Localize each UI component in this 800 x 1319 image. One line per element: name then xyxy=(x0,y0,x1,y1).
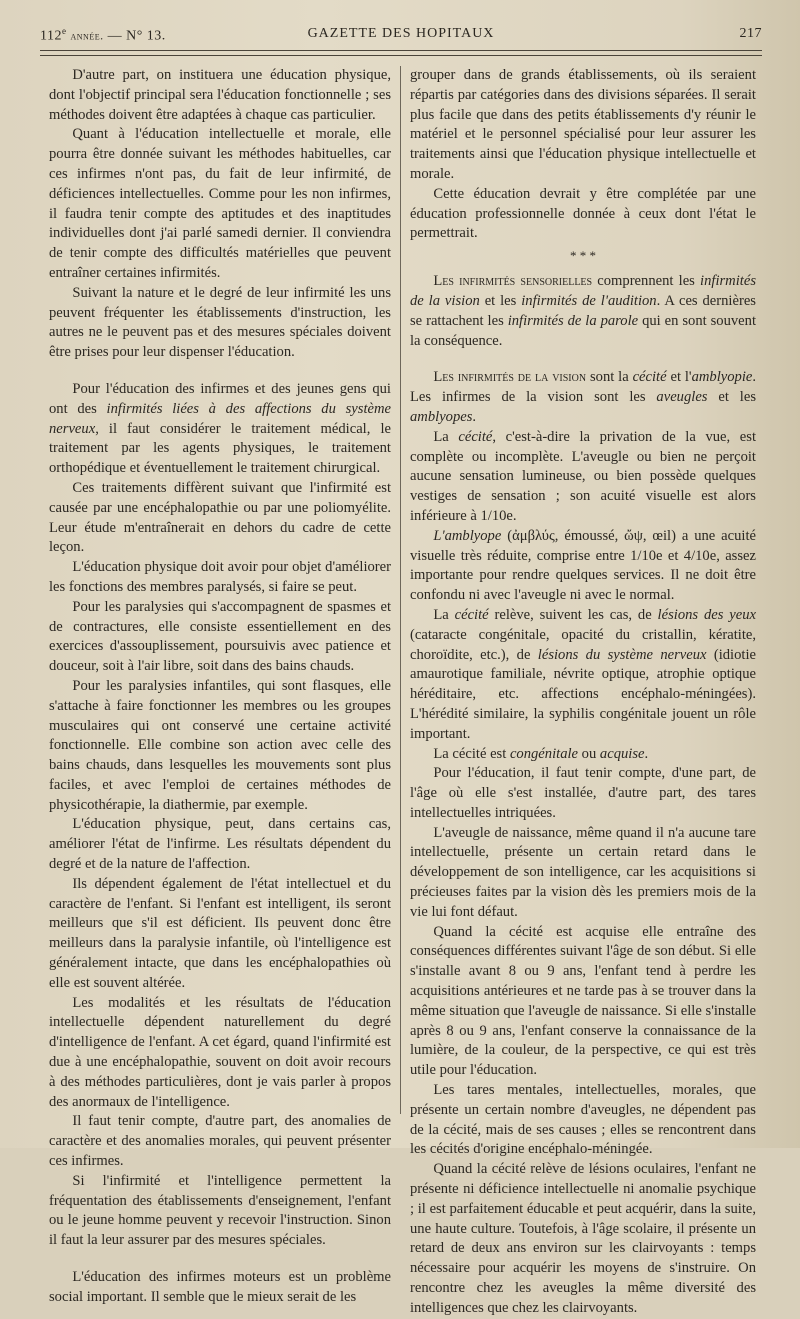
text-run: relève, suivent les cas, de xyxy=(488,606,658,623)
paragraph xyxy=(410,368,756,427)
paragraph: Pour les paralysies infantiles, qui sont flasques, elle s'attache à faire fonctionner les membres ou les groupes musculaires qui ont conservé une certaine activité fonctionnelle. Elle combine son action avec celle des bains chauds, dans lesquelles les mouvements sont plus faciles, et avec l'emploi de certaines méthodes de physicothérapie, la diathermie, par exemple. xyxy=(49,677,391,813)
text-run: (idiotie amaurotique familiale, névrite optique, atrophie optique héréditaire, etc. affections encéphalo-méningées). L'hérédité similaire, la syphilis congénitale jouent un rôle important. xyxy=(410,646,756,742)
italic-run: amblyopie xyxy=(691,369,753,386)
italic-run: congénitale xyxy=(509,745,579,762)
text-run: La cécité est xyxy=(433,745,510,762)
text-run: . xyxy=(644,745,649,762)
paragraph: Pour l'éducation, il faut tenir compte, d'une part, de l'âge où elle s'est installée, d'autre part, des tares intellectuelles intriquées. xyxy=(410,765,756,821)
text-run: (ἀμβλύς, émoussé, ὤψ, œil) a une acuité visuelle très réduite, comprise entre 1/10e et 4/10e, assez importante pour rendre quelques services. Il ne doit être confondu ni avec l'aveugle ni avec le normal. xyxy=(410,527,756,604)
text-run: , c'est-à-dire la privation de la vue, est complète ou incomplète. L'aveugle ou bien ne perçoit aucune sensation lumineuse, ou bien possède quelques vestiges de sensation ; son acuité visuelle est alors inférieure à 1/10e. xyxy=(410,428,756,524)
text-run: (cataracte congénitale, opacité du cristallin, kératite, choroïdite, etc.), de xyxy=(410,626,756,663)
paragraph: Cette éducation devrait y être complétée par une éducation professionnelle donnée à ceux dont l'état le permettrait. xyxy=(410,185,756,242)
text-run: qui en sont souvent la conséquence. xyxy=(410,312,757,349)
header-issue-number: — N° 13. xyxy=(107,28,166,44)
header-year-label: année. xyxy=(70,28,104,43)
paragraph: Si l'infirmité et l'intelligence permettent la fréquentation des établissements d'enseignement, l'enfant ou le jeune homme peuvent y recevoir l'instruction. Sinon il faut la leur assurer par des mesures spéciales. xyxy=(49,1172,391,1249)
column-divider xyxy=(400,66,401,1114)
italic-run: lésions du système nerveux xyxy=(537,646,707,663)
paragraph: L'aveugle de naissance, même quand il n'a aucune tare intellectuelle, présente un certain retard dans le développement de son intelligence, car les acquisitions si précieuses faites par la vision dès les premiers mois de la vie lui font défaut. xyxy=(410,824,756,920)
italic-run: L'amblyope xyxy=(433,527,502,544)
paragraph xyxy=(410,272,756,351)
italic-run: acquise xyxy=(599,745,645,762)
running-header xyxy=(40,22,762,46)
paragraph xyxy=(410,606,756,745)
paragraph: Les modalités et les résultats de l'éducation intellectuelle dépendent naturellement du degré d'intelligence de l'enfant. A cet égard, quand l'infirmité est due à une encéphalopathie, souvent on doit avoir recours à des méthodes particulières, dont je vais parler à propos des anormaux de l'intelligence. xyxy=(49,994,391,1110)
italic-run: cécité xyxy=(632,369,667,386)
paragraph xyxy=(410,428,756,527)
italic-run: lésions des yeux xyxy=(657,606,756,623)
text-run: et les xyxy=(707,389,756,406)
italic-run: infirmités de la vision xyxy=(410,273,756,309)
header-year: 112 xyxy=(40,28,62,44)
header-rule-thick xyxy=(40,50,762,51)
paragraph xyxy=(410,527,756,606)
paragraph: Quand la cécité est acquise elle entraîne des conséquences différentes suivant l'âge de son début. Si elle s'installe avant 8 ou 9 ans, l'enfant tend à perdre les acquisitions antérieures et ne tarde pas à se trouver dans la même situation que l'aveugle de naissance. Si elle s'installe après 8 ou 9 ans, l'enfant conserve la connaissance de la lumière, de la couleur, de la perspective, ce qui est très utile pour l'éducation. xyxy=(410,923,756,1079)
text-run: . A ces dernières se rattachent les xyxy=(410,292,756,329)
italic-run: cécité xyxy=(454,606,489,623)
header-year-sup: e xyxy=(61,26,67,36)
paragraph: L'éducation physique doit avoir pour objet d'améliorer les fonctions des membres paralysés, si faire se peut. xyxy=(49,559,391,595)
small-caps-run: Les infirmités de la vision xyxy=(433,369,587,386)
italic-run: cécité xyxy=(458,428,493,445)
paragraph xyxy=(49,380,391,479)
paragraph: Quant à l'éducation intellectuelle et morale, elle pourra être donnée suivant les méthodes habituelles, car ces infirmes n'ont pas, du fait de leur infirmité, de déficiences intellectuelles. Comme pour les non infirmes, il faudra tenir compte des aptitudes et des inaptitudes individuelles dont j'ai parlé samedi dernier. Il conviendra de tenir compte des difficultés matérielles que peuvent entraîner certaines infirmités. xyxy=(49,126,391,281)
text-run: sont la xyxy=(586,369,633,386)
paragraph: grouper dans de grands établissements, où ils seraient répartis par catégories dans des divisions séparées. Il serait plus facile que dans des petits établissements d'y réunir le matériel et le personnel spécialisé pour leur assurer les traitements ainsi que l'éducation physique intellectuelle et morale. xyxy=(410,67,756,182)
italic-run: infirmités de la parole xyxy=(507,312,639,329)
header-title: GAZETTE DES HOPITAUX xyxy=(307,26,495,41)
italic-run: aveugles xyxy=(656,389,708,406)
paragraph: Suivant la nature et le degré de leur infirmité les uns peuvent fréquenter les établissements d'instruction, les autres ne le peuvent pas et des mesures spéciales doivent être prises pour leur dispenser l'éducation. xyxy=(49,284,391,361)
italic-run: amblyopes xyxy=(410,408,473,425)
italic-run: infirmités liées à des affections du système nerveux xyxy=(49,400,391,437)
paragraph: D'autre part, on instituera une éducation physique, dont l'objectif principal sera l'éducation fonctionnelle ; ses méthodes doivent être adaptées à chaque cas particulier. xyxy=(49,67,391,123)
paragraph: L'éducation physique, peut, dans certains cas, améliorer l'état de l'infirme. Les résultats dépendent du degré et de la nature de l'affection. xyxy=(49,816,391,873)
page-number: 217 xyxy=(739,26,762,41)
small-caps-run: Les infirmités sensorielles xyxy=(433,273,593,290)
paragraph: Quand la cécité relève de lésions oculaires, l'enfant ne présente ni déficience intellectuelle ni anomalie psychique ; il est parfaitement éducable et peut acquérir, dans la suite, une haute culture. Toutefois, à l'âge scolaire, il présente un retard de deux ans environ sur les clairvoyants : temps nécessaire pour acquérir les moyens de s'instruire. On rencontre chez les aveugles la même diversité des intelligences que chez les clairvoyants. xyxy=(410,1161,756,1316)
paragraph xyxy=(410,745,756,765)
paragraph: L'éducation des infirmes moteurs est un problème social important. Il semble que le mieux serait de les xyxy=(49,1269,391,1305)
text-run: comprennent les xyxy=(592,273,701,290)
paragraph: Ils dépendent également de l'état intellectuel et du caractère de l'enfant. Si l'enfant est intelligent, ils seront meilleurs que s'il est déficient. Ils peuvent donc être meilleurs dans la paralysie infantile, où l'intelligence est généralement intacte, que dans les encéphalopathies où elle est souvent altérée. xyxy=(49,875,391,991)
text-run: , il faut considérer le traitement médical, le traitement par les agents physiques, le traitement orthopédique et éventuellement le traitement chirurgical. xyxy=(49,420,391,477)
paragraph: Ces traitements diffèrent suivant que l'infirmité est causée par une encéphalopathie ou par une poliomyélite. Leur étude m'entraînerait en dehors du cadre de cette leçon. xyxy=(49,479,391,556)
text-run: et les xyxy=(479,292,522,309)
right-column xyxy=(410,66,756,1319)
paragraph: Pour les paralysies qui s'accompagnent de spasmes et de contractures, elle consiste essentiellement en des exercices d'assouplissement, poursuivis avec patience et douceur, soit à l'air libre, soit dans des bains chauds. xyxy=(49,598,391,675)
header-rule-thin xyxy=(40,55,762,56)
text-run: La xyxy=(433,428,459,445)
text-run: La xyxy=(433,606,455,623)
paragraph: Les tares mentales, intellectuelles, morales, que présente un certain nombre d'aveugles, ne dépendent pas de la cécité, mais de ses causes ; elles se rencontrent dans les cécités d'origine encéphalo-méningée. xyxy=(410,1082,756,1158)
section-separator-stars: * * * xyxy=(570,248,596,264)
italic-run: infirmités de l'audition xyxy=(521,292,657,309)
paragraph: Il faut tenir compte, d'autre part, des anomalies de caractère et des anomalies morales, qui peuvent présenter ces infirmes. xyxy=(49,1113,391,1170)
left-column xyxy=(49,66,391,1308)
text-run: . Les infirmes de la vision sont les xyxy=(410,369,757,406)
text-run: Pour l'éducation des infirmes et des jeunes gens qui ont des xyxy=(49,380,391,417)
text-run: ou xyxy=(578,745,600,762)
text-run: et l' xyxy=(666,369,692,386)
text-run: . xyxy=(472,408,477,425)
